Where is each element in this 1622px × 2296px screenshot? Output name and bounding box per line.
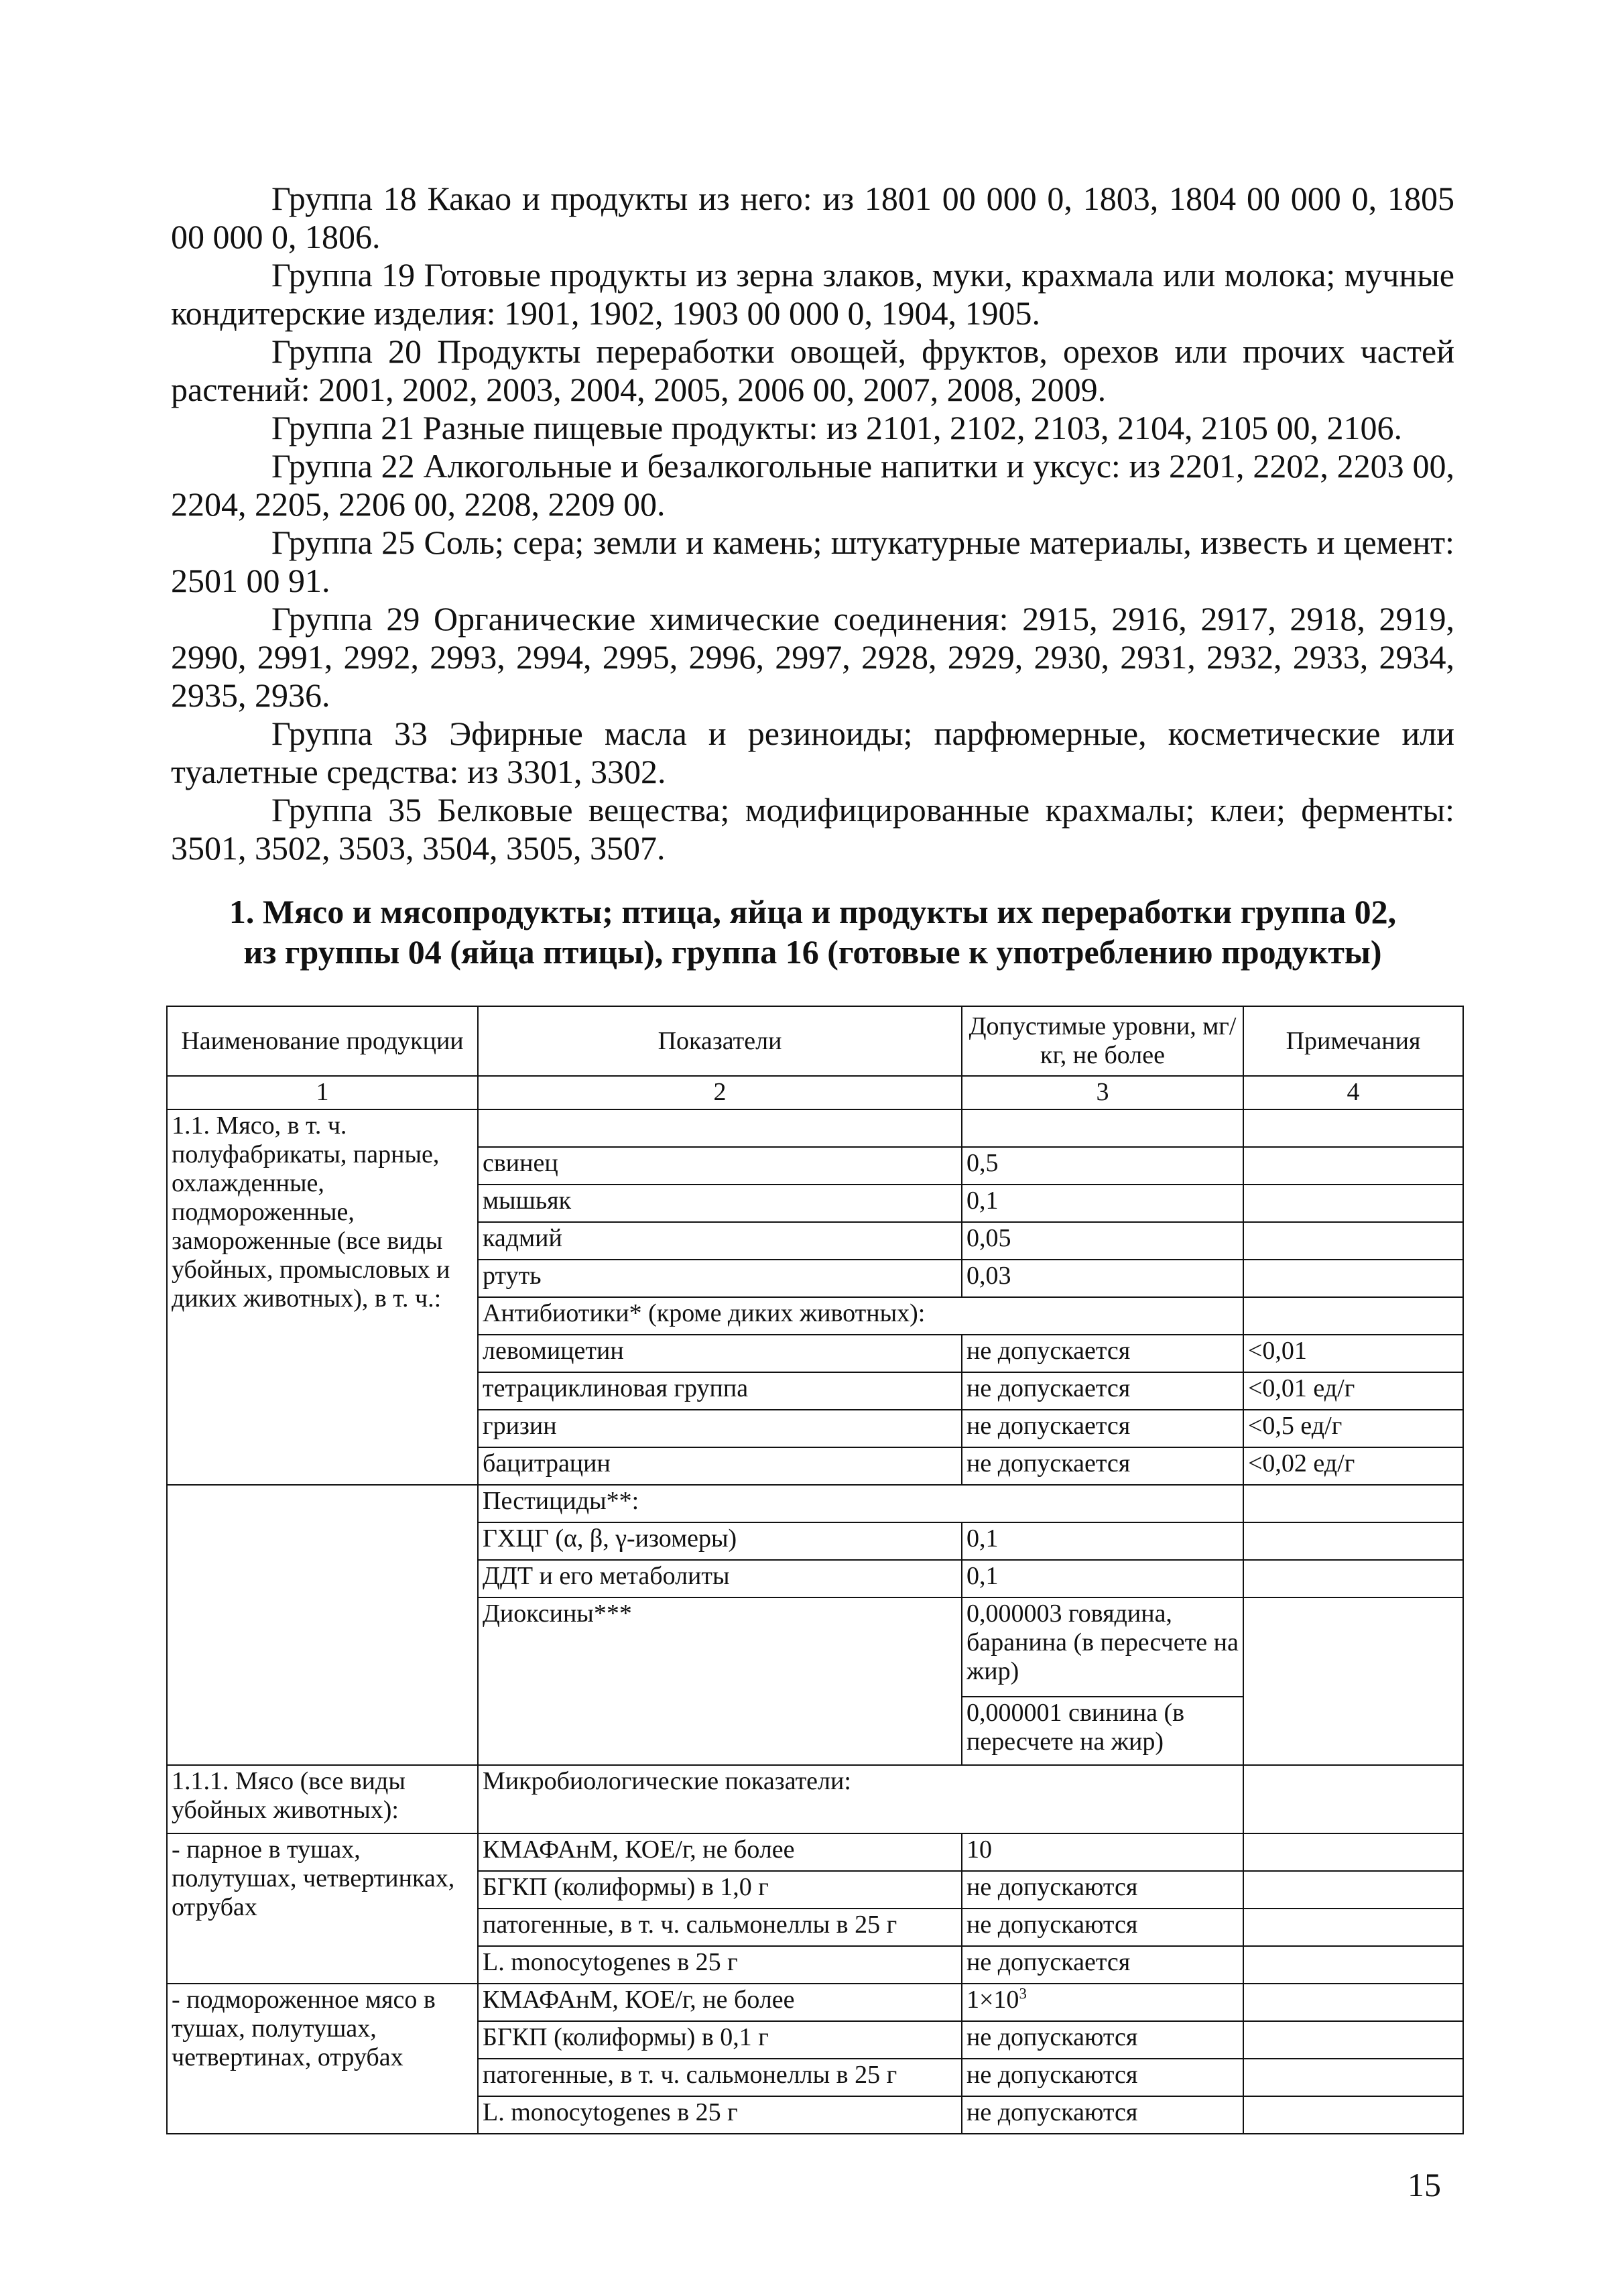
- table-row: [167, 1765, 1463, 1833]
- note-cell: <0,02 ед/г: [1243, 1447, 1463, 1485]
- indicator-cell: ртуть: [478, 1260, 962, 1297]
- note-cell: [1243, 1147, 1463, 1185]
- column-number: 1: [167, 1076, 478, 1109]
- antibiotics-label: Антибиотики* (кроме диких животных):: [478, 1297, 1243, 1335]
- note-cell: [1243, 2059, 1463, 2096]
- limits-table: [166, 1006, 1464, 2134]
- product-cell-empty: [167, 1485, 478, 1765]
- level-cell: не допускается: [962, 1410, 1243, 1447]
- level-cell: 0,5: [962, 1147, 1243, 1185]
- column-number: 4: [1243, 1076, 1463, 1109]
- note-cell: [1243, 1297, 1463, 1335]
- heading-line-1: 1. Мясо и мясопродукты; птица, яйца и продукты их переработки группа 02,: [229, 893, 1397, 930]
- note-cell: [1243, 1871, 1463, 1909]
- section-heading: [171, 892, 1454, 972]
- note-cell: [1243, 1522, 1463, 1560]
- level-cell: [962, 1109, 1243, 1147]
- level-cell: 0,05: [962, 1222, 1243, 1260]
- indicator-cell: свинец: [478, 1147, 962, 1185]
- note-cell: [1243, 1222, 1463, 1260]
- indicator-cell: гризин: [478, 1410, 962, 1447]
- note-cell: [1243, 1597, 1463, 1765]
- page-number: 15: [1408, 2166, 1441, 2203]
- note-cell: [1243, 1485, 1463, 1522]
- level-cell: [962, 1984, 1243, 2021]
- header-notes: Примечания: [1243, 1006, 1463, 1076]
- level-cell: 0,000003 говядина, баранина (в пересчете на жир): [962, 1597, 1243, 1697]
- table-header-row: [167, 1006, 1463, 1076]
- heading-line-2: из группы 04 (яйца птицы), группа 16 (готовые к употреблению продукты): [243, 933, 1382, 971]
- table-row: [167, 1984, 1463, 2021]
- product-cell: 1.1. Мясо, в т. ч. полуфабрикаты, парные, охлажденные, подмороженные, замороженные (все виды убойных, промысловых и диких животных), в т. ч.:: [167, 1109, 478, 1485]
- product-cell: 1.1.1. Мясо (все виды убойных животных):: [167, 1765, 478, 1833]
- level-cell: не допускается: [962, 1946, 1243, 1984]
- note-cell: [1243, 1984, 1463, 2021]
- indicator-cell: бацитрацин: [478, 1447, 962, 1485]
- paragraph-group-35: Группа 35 Белковые вещества; модифицированные крахмалы; клеи; ферменты: 3501, 3502, 3503, 3504, 3505, 3507.: [171, 791, 1454, 867]
- product-cell: - подмороженное мясо в тушах, полутушах, четвертинах, отрубах: [167, 1984, 478, 2134]
- level-cell: не допускаются: [962, 1909, 1243, 1946]
- indicator-cell: патогенные, в т. ч. сальмонеллы в 25 г: [478, 2059, 962, 2096]
- paragraph-group-21: Группа 21 Разные пищевые продукты: из 2101, 2102, 2103, 2104, 2105 00, 2106.: [271, 409, 1402, 446]
- paragraph-group-18: Группа 18 Какао и продукты из него: из 1801 00 000 0, 1803, 1804 00 000 0, 1805 00 000 0, 1806.: [171, 180, 1454, 255]
- note-cell: [1243, 1946, 1463, 1984]
- table-row: [167, 1485, 1463, 1522]
- level-cell: не допускается: [962, 1335, 1243, 1372]
- note-cell: [1243, 1560, 1463, 1597]
- indicator-cell: патогенные, в т. ч. сальмонеллы в 25 г: [478, 1909, 962, 1946]
- level-cell: не допускаются: [962, 2059, 1243, 2096]
- level-exponent: 3: [1019, 1985, 1027, 2002]
- indicator-cell: тетрациклиновая группа: [478, 1372, 962, 1410]
- indicator-cell: БГКП (колиформы) в 0,1 г: [478, 2021, 962, 2059]
- paragraph-group-20: Группа 20 Продукты переработки овощей, фруктов, орехов или прочих частей растений: 2001, 2002, 2003, 2004, 2005, 2006 00, 2007, 2008, 2009.: [171, 333, 1454, 408]
- note-cell: [1243, 1260, 1463, 1297]
- level-cell: не допускается: [962, 1447, 1243, 1485]
- level-cell: 0,1: [962, 1560, 1243, 1597]
- indicator-cell: L. monocytogenes в 25 г: [478, 2096, 962, 2134]
- indicator-cell: ГХЦГ (α, β, γ-изомеры): [478, 1522, 962, 1560]
- level-base: 1×10: [966, 1986, 1019, 2014]
- level-cell: не допускаются: [962, 1871, 1243, 1909]
- paragraph-group-19: Группа 19 Готовые продукты из зерна злаков, муки, крахмала или молока; мучные кондитерские изделия: 1901, 1902, 1903 00 000 0, 1904, 1905.: [171, 256, 1454, 332]
- column-number-row: [167, 1076, 1463, 1109]
- indicator-cell: КМАФАнМ, КОЕ/г, не более: [478, 1833, 962, 1871]
- paragraph-group-22: Группа 22 Алкогольные и безалкогольные напитки и уксус: из 2201, 2202, 2203 00, 2204, 2205, 2206 00, 2208, 2209 00.: [171, 447, 1454, 523]
- level-cell: 10: [962, 1833, 1243, 1871]
- pesticides-label: Пестициды**:: [478, 1485, 1243, 1522]
- header-product: Наименование продукции: [167, 1006, 478, 1076]
- table-row: [167, 1833, 1463, 1871]
- indicator-cell: Диоксины***: [478, 1597, 962, 1765]
- level-cell: 0,1: [962, 1185, 1243, 1222]
- product-cell: - парное в тушах, полутушах, четвертинках, отрубах: [167, 1833, 478, 1984]
- note-cell: <0,01: [1243, 1335, 1463, 1372]
- micro-label: Микробиологические показатели:: [478, 1765, 1243, 1833]
- table-row: [167, 1109, 1463, 1147]
- group-list: [171, 180, 1454, 867]
- note-cell: [1243, 2021, 1463, 2059]
- level-cell: не допускаются: [962, 2021, 1243, 2059]
- note-cell: [1243, 1909, 1463, 1946]
- note-cell: [1243, 1109, 1463, 1147]
- note-cell: <0,5 ед/г: [1243, 1410, 1463, 1447]
- indicator-cell: [478, 1109, 962, 1147]
- paragraph-group-29: Группа 29 Органические химические соединения: 2915, 2916, 2917, 2918, 2919, 2990, 2991, 2992, 2993, 2994, 2995, 2996, 2997, 2928, 2929, 2930, 2931, 2932, 2933, 2934, 2935, 2936.: [171, 600, 1454, 714]
- level-cell: не допускаются: [962, 2096, 1243, 2134]
- level-cell: 0,03: [962, 1260, 1243, 1297]
- paragraph-group-33: Группа 33 Эфирные масла и резиноиды; парфюмерные, косметические или туалетные средства: из 3301, 3302.: [171, 715, 1454, 790]
- indicator-cell: мышьяк: [478, 1185, 962, 1222]
- indicator-cell: левомицетин: [478, 1335, 962, 1372]
- indicator-cell: L. monocytogenes в 25 г: [478, 1946, 962, 1984]
- note-cell: <0,01 ед/г: [1243, 1372, 1463, 1410]
- note-cell: [1243, 1833, 1463, 1871]
- note-cell: [1243, 1185, 1463, 1222]
- header-indicators: Показатели: [478, 1006, 962, 1076]
- indicator-cell: БГКП (колиформы) в 1,0 г: [478, 1871, 962, 1909]
- column-number: 3: [962, 1076, 1243, 1109]
- header-levels: Допустимые уровни, мг/кг, не более: [962, 1006, 1243, 1076]
- indicator-cell: ДДТ и его метаболиты: [478, 1560, 962, 1597]
- level-cell: не допускается: [962, 1372, 1243, 1410]
- indicator-cell: кадмий: [478, 1222, 962, 1260]
- level-cell: 0,1: [962, 1522, 1243, 1560]
- column-number: 2: [478, 1076, 962, 1109]
- indicator-cell: КМАФАнМ, КОЕ/г, не более: [478, 1984, 962, 2021]
- level-cell: 0,000001 свинина (в пересчете на жир): [962, 1697, 1243, 1765]
- note-cell: [1243, 1765, 1463, 1833]
- note-cell: [1243, 2096, 1463, 2134]
- paragraph-group-25: Группа 25 Соль; сера; земли и камень; штукатурные материалы, известь и цемент: 2501 00 91.: [171, 524, 1454, 599]
